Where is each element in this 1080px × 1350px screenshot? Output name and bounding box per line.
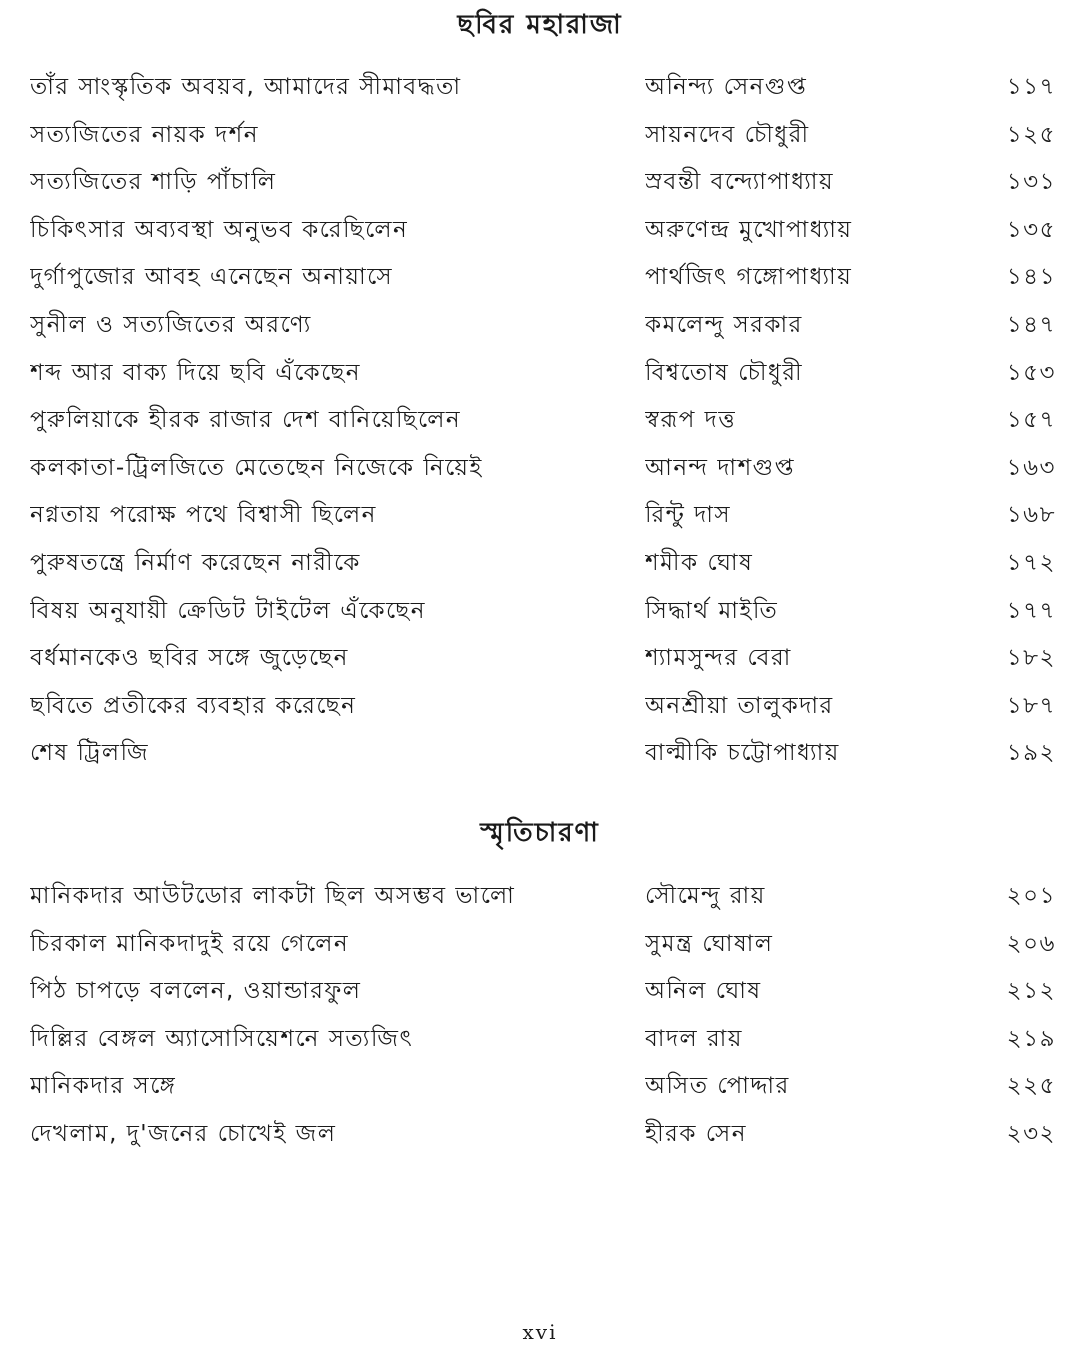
entry-page-number: ১৮৭ xyxy=(1006,692,1056,719)
entry-title: নগ্নতায় পরোক্ষ পথে বিশ্বাসী ছিলেন xyxy=(30,502,377,529)
toc-entry xyxy=(0,544,1080,592)
entry-page-number: ১৬৩ xyxy=(1006,454,1056,481)
toc-entry xyxy=(0,1020,1080,1068)
entry-author: অরুণেন্দ্র মুখোপাধ্যায় xyxy=(645,216,853,243)
page-number-footer: xvi xyxy=(522,1320,558,1344)
toc-list-section-2 xyxy=(0,877,1080,1163)
entry-title: চিকিৎসার অব্যবস্থা অনুভব করেছিলেন xyxy=(30,216,409,243)
entry-title: দুর্গাপুজোর আবহ এনেছেন অনায়াসে xyxy=(30,264,394,291)
entry-page-number: ২০৬ xyxy=(1006,930,1056,957)
entry-author: সিদ্ধার্থ মাইতি xyxy=(645,597,779,624)
entry-title: দেখলাম, দু'জনের চোখেই জল xyxy=(30,1120,337,1147)
toc-entry xyxy=(0,306,1080,354)
entry-page-number: ২২৫ xyxy=(1006,1073,1056,1100)
entry-author: সৌমেন্দু রায় xyxy=(645,883,766,909)
entry-author: সুমন্ত্র ঘোষাল xyxy=(645,930,774,957)
toc-entry xyxy=(0,1067,1080,1115)
entry-title: মানিকদার সঙ্গে xyxy=(30,1073,177,1100)
entry-title: পুরুলিয়াকে হীরক রাজার দেশ বানিয়েছিলেন xyxy=(30,407,462,434)
entry-author: আনন্দ দাশগুপ্ত xyxy=(645,454,795,481)
entry-page-number: ১৫৭ xyxy=(1006,407,1056,434)
entry-page-number: ১৭২ xyxy=(1006,549,1056,576)
toc-entry xyxy=(0,116,1080,164)
entry-author: বিশ্বতোষ চৌধুরী xyxy=(645,359,804,386)
entry-author: শমীক ঘোষ xyxy=(645,549,754,576)
entry-page-number: ১৩৫ xyxy=(1006,216,1056,243)
entry-page-number: ২১২ xyxy=(1006,978,1056,1005)
toc-entry xyxy=(0,734,1080,782)
entry-page-number: ১৩১ xyxy=(1006,169,1056,196)
entry-title: সত্যজিতের নায়ক দর্শন xyxy=(30,121,260,148)
toc-entry xyxy=(0,639,1080,687)
toc-entry xyxy=(0,163,1080,211)
entry-author: কমলেন্দু সরকার xyxy=(645,311,803,338)
entry-title: বর্ধমানকেও ছবির সঙ্গে জুড়েছেন xyxy=(30,645,349,672)
toc-entry xyxy=(0,592,1080,640)
entry-title: সুনীল ও সত্যজিতের অরণ্যে xyxy=(30,311,312,338)
entry-page-number: ১৯২ xyxy=(1006,740,1056,767)
entry-author: বাদল রায় xyxy=(645,1025,743,1052)
toc-entry xyxy=(0,687,1080,735)
entry-page-number: ১৪১ xyxy=(1006,264,1056,291)
section-title-chhobir-maharaja: ছবির মহারাজা xyxy=(457,10,623,40)
entry-author: অনশ্রীয়া তালুকদার xyxy=(645,692,834,719)
entry-page-number: ২০১ xyxy=(1006,883,1056,909)
entry-author: শ্যামসুন্দর বেরা xyxy=(645,645,792,672)
toc-list-section-1 xyxy=(0,68,1080,782)
entry-title: শেষ ট্রিলজি xyxy=(30,740,150,767)
entry-title: ছবিতে প্রতীকের ব্যবহার করেছেন xyxy=(30,692,357,719)
entry-title: সত্যজিতের শাড়ি পাঁচালি xyxy=(30,169,277,196)
entry-title: তাঁর সাংস্কৃতিক অবয়ব, আমাদের সীমাবদ্ধতা xyxy=(30,74,462,100)
entry-author: অনিল ঘোষ xyxy=(645,978,762,1005)
toc-entry xyxy=(0,496,1080,544)
entry-author: হীরক সেন xyxy=(645,1120,747,1147)
entry-author: স্বরূপ দত্ত xyxy=(645,407,737,434)
entry-author: সায়নদেব চৌধুরী xyxy=(645,121,810,148)
toc-entry xyxy=(0,925,1080,973)
entry-title: দিল্লির বেঙ্গল অ্যাসোসিয়েশনে সত্যজিৎ xyxy=(30,1025,414,1052)
entry-page-number: ২৩২ xyxy=(1006,1120,1056,1147)
toc-entry xyxy=(0,1115,1080,1163)
toc-entry xyxy=(0,449,1080,497)
toc-entry xyxy=(0,401,1080,449)
entry-page-number: ১৫৩ xyxy=(1006,359,1056,386)
toc-entry xyxy=(0,68,1080,116)
toc-entry xyxy=(0,211,1080,259)
entry-title: চিরকাল মানিকদাদুই রয়ে গেলেন xyxy=(30,930,350,957)
toc-entry xyxy=(0,972,1080,1020)
entry-page-number: ১৭৭ xyxy=(1006,597,1056,624)
entry-title: পুরুষতন্ত্রে নির্মাণ করেছেন নারীকে xyxy=(30,549,361,576)
entry-author: বাল্মীকি চট্টোপাধ্যায় xyxy=(645,740,840,767)
entry-title: বিষয় অনুযায়ী ক্রেডিট টাইটেল এঁকেছেন xyxy=(30,597,426,624)
entry-page-number: ১৬৮ xyxy=(1006,502,1056,529)
entry-title: মানিকদার আউটডোর লাকটা ছিল অসম্ভব ভালো xyxy=(30,883,516,909)
entry-page-number: ২১৯ xyxy=(1006,1025,1056,1052)
entry-page-number: ১২৫ xyxy=(1006,121,1056,148)
entry-author: অনিন্দ্য সেনগুপ্ত xyxy=(645,74,808,100)
entry-page-number: ১১৭ xyxy=(1006,74,1056,100)
entry-title: কলকাতা-ট্রিলজিতে মেতেছেন নিজেকে নিয়েই xyxy=(30,454,483,481)
toc-entry xyxy=(0,258,1080,306)
entry-author: পার্থজিৎ গঙ্গোপাধ্যায় xyxy=(645,264,853,291)
entry-title: শব্দ আর বাক্য দিয়ে ছবি এঁকেছেন xyxy=(30,359,362,386)
section-title-smriticharana: স্মৃতিচারণা xyxy=(480,818,600,848)
entry-author: রিন্টু দাস xyxy=(645,502,732,529)
toc-entry xyxy=(0,354,1080,402)
entry-author: স্রবন্তী বন্দ্যোপাধ্যায় xyxy=(645,169,834,196)
toc-entry xyxy=(0,877,1080,925)
entry-page-number: ১৪৭ xyxy=(1006,311,1056,338)
entry-page-number: ১৮২ xyxy=(1006,645,1056,672)
entry-title: পিঠ চাপড়ে বললেন, ওয়ান্ডারফুল xyxy=(30,978,362,1005)
entry-author: অসিত পোদ্দার xyxy=(645,1073,790,1100)
